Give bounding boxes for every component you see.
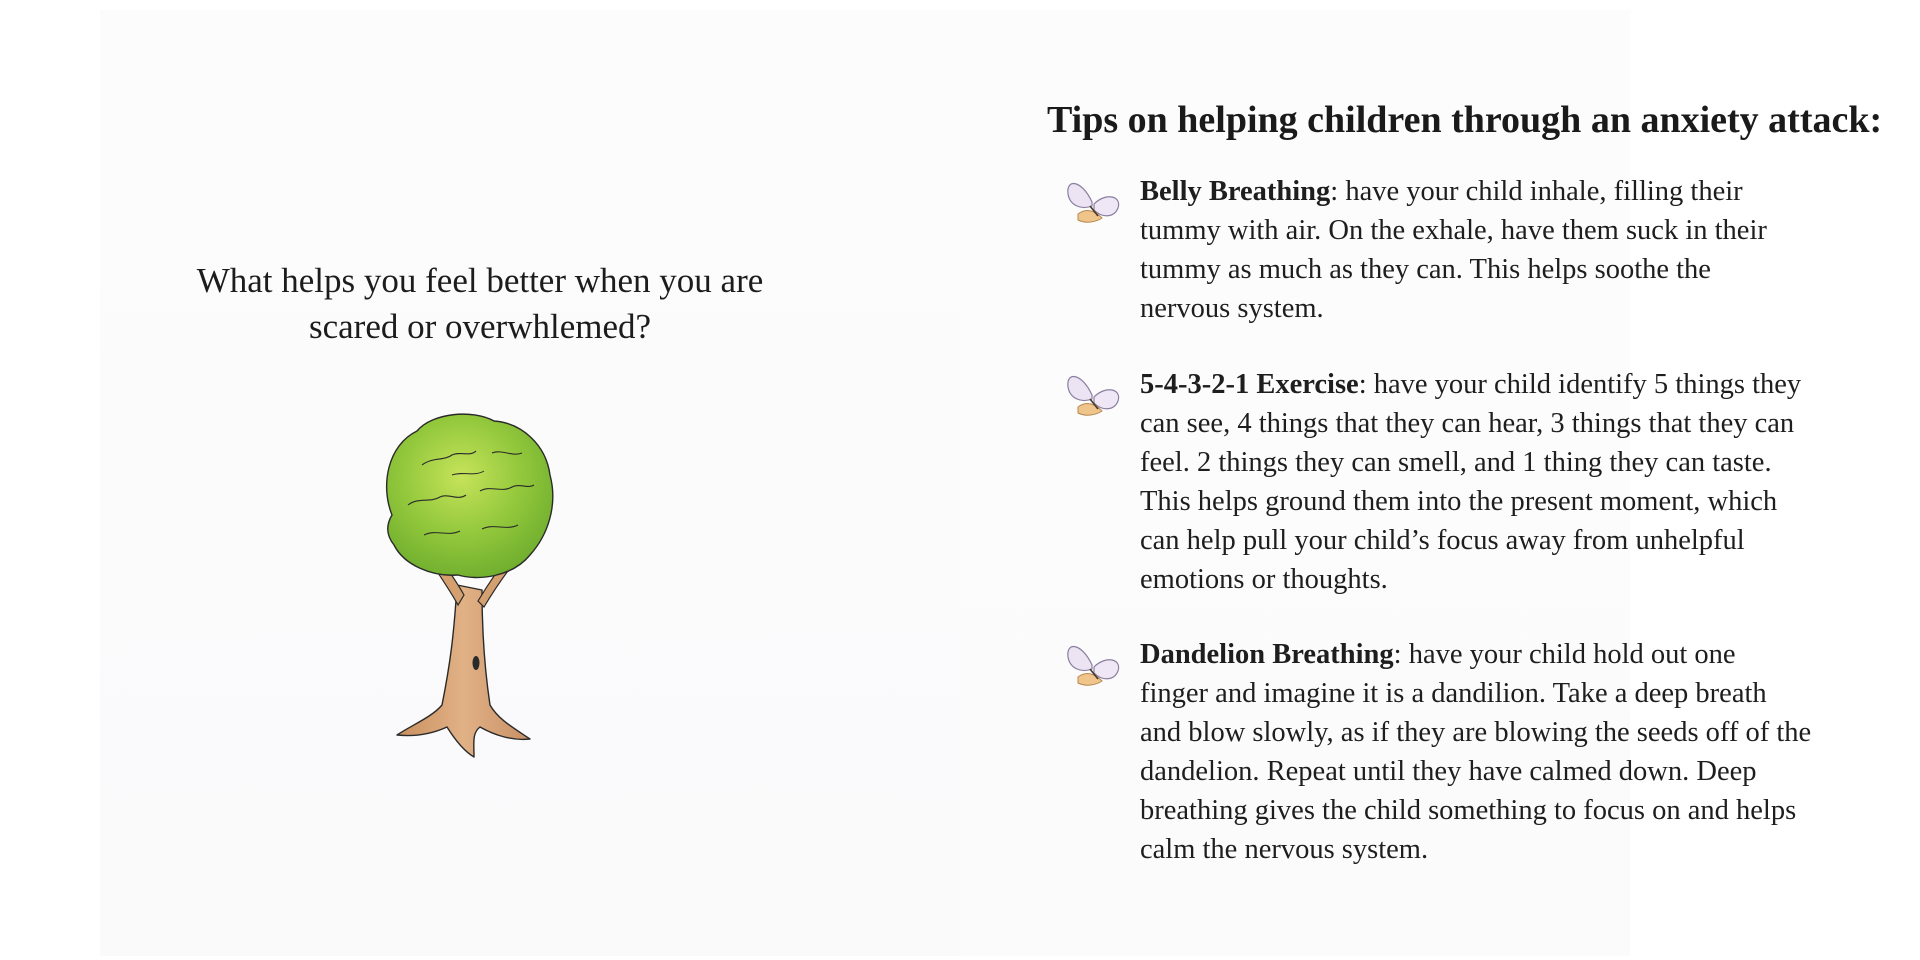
question-line-1: What helps you feel better when you are: [196, 261, 764, 300]
tip-line: can help pull your child’s focus away from unhelpful: [1140, 525, 1745, 556]
tip-title: 5-4-3-2-1 Exercise: [1140, 369, 1359, 400]
tip-line: finger and imagine it is a dandilion. Take a deep breath: [1140, 678, 1767, 709]
tip-line: : have your child inhale, filling their: [1330, 176, 1743, 207]
tip-title: Dandelion Breathing: [1140, 639, 1394, 670]
tip-line: tummy with air. On the exhale, have them suck in their: [1140, 215, 1767, 246]
tip-text: [1140, 365, 1860, 599]
question-text: [150, 258, 810, 350]
tip-line: breathing gives the child something to focus on and helps: [1140, 795, 1797, 826]
butterfly-icon: [1062, 635, 1124, 691]
tips-heading: Tips on helping children through an anxiety attack:: [1047, 99, 1883, 141]
tip-text: [1140, 172, 1860, 328]
tip-text: [1140, 635, 1860, 869]
tip-line: nervous system.: [1140, 293, 1324, 324]
tip-line: feel. 2 things they can smell, and 1 thing they can taste.: [1140, 447, 1772, 478]
butterfly-icon: [1062, 172, 1124, 228]
tip-line: This helps ground them into the present moment, which: [1140, 486, 1778, 517]
tip-line: can see, 4 things that they can hear, 3 things that they can: [1140, 408, 1795, 439]
tree-icon: [362, 405, 562, 765]
tip-line: tummy as much as they can. This helps soothe the: [1140, 254, 1711, 285]
tip-line: and blow slowly, as if they are blowing the seeds off of the: [1140, 717, 1812, 748]
butterfly-icon: [1062, 365, 1124, 421]
tip-line: : have your child hold out one: [1393, 639, 1736, 670]
tip-title: Belly Breathing: [1140, 176, 1331, 207]
tip-line: dandelion. Repeat until they have calmed down. Deep: [1140, 756, 1757, 787]
tip-line: : have your child identify 5 things they: [1358, 369, 1802, 400]
tip-line: emotions or thoughts.: [1140, 564, 1388, 595]
tip-line: calm the nervous system.: [1140, 834, 1429, 865]
question-line-2: scared or overwhlemed?: [308, 307, 652, 346]
